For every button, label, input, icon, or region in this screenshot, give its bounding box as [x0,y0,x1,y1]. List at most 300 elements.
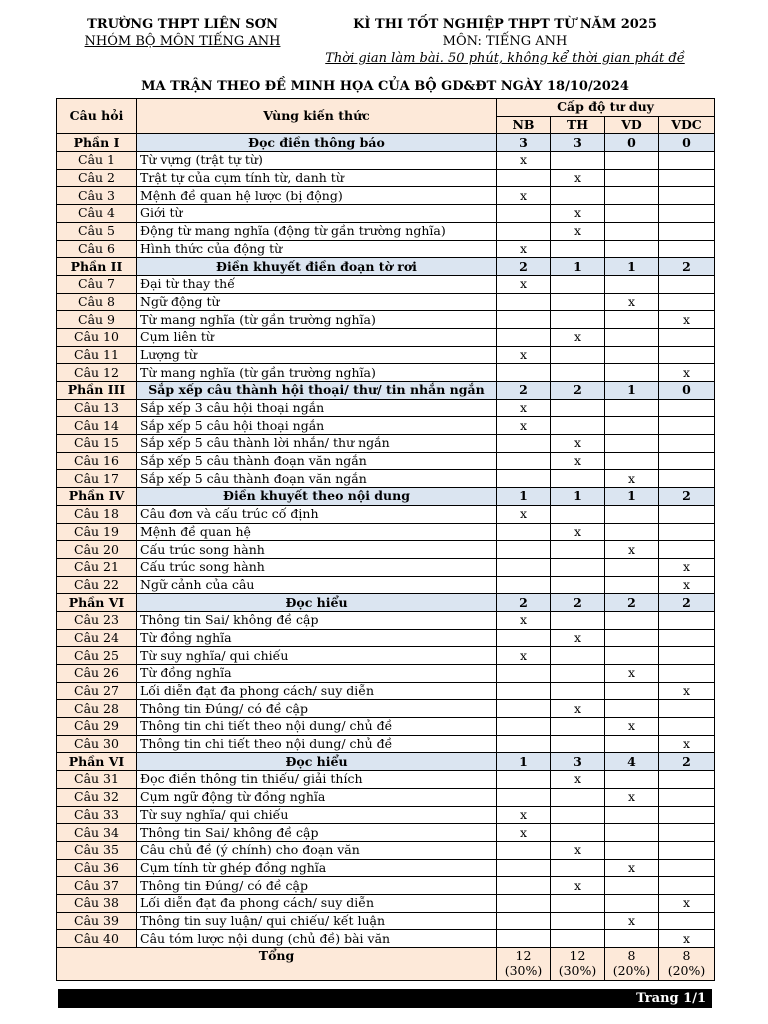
mark-th [551,152,605,170]
mark-nb [497,912,551,930]
question-topic: Đọc điền thông tin thiếu/ giải thích [137,771,497,789]
matrix-body [57,134,715,948]
section-count-vd: 4 [605,753,659,771]
total-nb: 12 (30%) [497,948,551,981]
question-row [57,346,715,364]
mark-th [551,558,605,576]
mark-vd [605,240,659,258]
mark-vd [605,169,659,187]
question-topic: Từ mang nghĩa (từ gần trường nghĩa) [137,364,497,382]
question-label: Câu 14 [57,417,137,435]
mark-vdc: x [659,930,715,948]
mark-vd [605,894,659,912]
mark-nb: x [497,399,551,417]
question-label: Câu 5 [57,222,137,240]
question-topic: Từ suy nghĩa/ qui chiếu [137,806,497,824]
section-label: Phần VI [57,753,137,771]
mark-nb [497,894,551,912]
mark-th [551,311,605,329]
mark-th [551,735,605,753]
mark-vdc [659,806,715,824]
mark-nb [497,788,551,806]
question-topic: Ngữ động từ [137,293,497,311]
mark-vd [605,399,659,417]
mark-vd [605,700,659,718]
mark-nb: x [497,187,551,205]
mark-vdc: x [659,735,715,753]
mark-vd [605,806,659,824]
question-label: Câu 13 [57,399,137,417]
question-label: Câu 7 [57,275,137,293]
question-label: Câu 23 [57,611,137,629]
mark-th: x [551,629,605,647]
question-label: Câu 15 [57,435,137,453]
question-label: Câu 26 [57,665,137,683]
section-title: Đọc hiểu [137,753,497,771]
mark-vdc [659,718,715,736]
mark-vd [605,311,659,329]
total-row [57,948,715,981]
mark-vdc [659,240,715,258]
mark-nb [497,930,551,948]
mark-nb [497,859,551,877]
mark-nb: x [497,346,551,364]
section-row [57,382,715,400]
mark-vd [605,930,659,948]
question-topic: Thông tin Sai/ không đề cập [137,611,497,629]
mark-nb: x [497,505,551,523]
mark-vd [605,629,659,647]
mark-nb [497,328,551,346]
question-row [57,894,715,912]
mark-th: x [551,523,605,541]
school-header [70,16,295,50]
mark-vdc [659,293,715,311]
mark-th: x [551,452,605,470]
mark-vdc [659,700,715,718]
mark-vdc [659,222,715,240]
mark-th [551,346,605,364]
section-count-nb: 2 [497,258,551,276]
mark-vdc [659,665,715,683]
question-row [57,735,715,753]
mark-nb [497,700,551,718]
mark-vd [605,205,659,223]
question-row [57,205,715,223]
col-header-nb: NB [497,116,551,134]
question-row [57,541,715,559]
mark-nb [497,682,551,700]
question-topic: Cụm ngữ động từ đồng nghĩa [137,788,497,806]
question-row [57,824,715,842]
section-count-th: 1 [551,258,605,276]
mark-vd [605,647,659,665]
question-label: Câu 17 [57,470,137,488]
mark-vd [605,611,659,629]
mark-nb [497,452,551,470]
question-label: Câu 34 [57,824,137,842]
section-row [57,594,715,612]
total-vd: 8 (20%) [605,948,659,981]
section-count-th: 1 [551,488,605,506]
mark-vdc: x [659,682,715,700]
mark-vd [605,187,659,205]
mark-nb [497,523,551,541]
question-topic: Sắp xếp 5 câu thành lời nhắn/ thư ngắn [137,435,497,453]
question-row [57,611,715,629]
mark-th: x [551,169,605,187]
question-row [57,718,715,736]
question-label: Câu 8 [57,293,137,311]
mark-vdc [659,435,715,453]
mark-nb: x [497,824,551,842]
mark-th [551,647,605,665]
section-row [57,258,715,276]
question-label: Câu 10 [57,328,137,346]
total-vdc: 8 (20%) [659,948,715,981]
question-label: Câu 33 [57,806,137,824]
mark-vd [605,824,659,842]
question-row [57,240,715,258]
question-label: Câu 27 [57,682,137,700]
question-topic: Sắp xếp 5 câu thành đoạn văn ngắn [137,452,497,470]
mark-vdc [659,470,715,488]
question-row [57,399,715,417]
mark-th [551,364,605,382]
question-label: Câu 21 [57,558,137,576]
mark-th: x [551,771,605,789]
mark-vd: x [605,293,659,311]
question-row [57,877,715,895]
exam-name: KÌ THI TỐT NGHIỆP THPT TỪ NĂM 2025 [353,17,657,32]
mark-vdc [659,629,715,647]
mark-nb [497,222,551,240]
mark-vd [605,364,659,382]
section-count-th: 2 [551,382,605,400]
question-label: Câu 22 [57,576,137,594]
mark-vd: x [605,470,659,488]
mark-th [551,859,605,877]
question-topic: Ngữ cảnh của câu [137,576,497,594]
question-topic: Câu tóm lược nội dung (chủ đề) bài văn [137,930,497,948]
mark-nb: x [497,240,551,258]
mark-nb [497,169,551,187]
mark-vdc [659,275,715,293]
mark-nb [497,665,551,683]
col-header-area: Vùng kiến thức [137,99,497,134]
section-count-vdc: 2 [659,258,715,276]
section-label: Phần II [57,258,137,276]
mark-vdc [659,912,715,930]
mark-th [551,541,605,559]
question-topic: Mệnh đề quan hệ [137,523,497,541]
question-topic: Sắp xếp 5 câu thành đoạn văn ngắn [137,470,497,488]
group-name: NHÓM BỘ MÔN TIẾNG ANH [84,34,281,49]
mark-vd: x [605,541,659,559]
mark-vdc [659,611,715,629]
question-row [57,558,715,576]
document-title: MA TRẬN THEO ĐỀ MINH HỌA CỦA BỘ GD&ĐT NGÀY 18/10/2024 [141,79,629,94]
section-count-nb: 2 [497,594,551,612]
mark-nb [497,470,551,488]
mark-nb [497,771,551,789]
mark-th: x [551,222,605,240]
section-count-vdc: 2 [659,753,715,771]
question-label: Câu 20 [57,541,137,559]
mark-th [551,665,605,683]
question-topic: Sắp xếp 5 câu hội thoại ngắn [137,417,497,435]
mark-nb: x [497,275,551,293]
mark-nb [497,293,551,311]
section-count-vdc: 2 [659,594,715,612]
question-row [57,806,715,824]
col-header-vd: VD [605,116,659,134]
exam-time: Thời gian làm bài. 50 phút, không kể thời gian phát đề [325,51,685,66]
mark-nb [497,841,551,859]
mark-th [551,788,605,806]
question-row [57,629,715,647]
page-footer [58,989,712,1008]
mark-vdc [659,541,715,559]
question-topic: Câu đơn và cấu trúc cố định [137,505,497,523]
mark-vd [605,771,659,789]
question-topic: Hình thức của động từ [137,240,497,258]
section-count-vd: 1 [605,488,659,506]
total-th: 12 (30%) [551,948,605,981]
question-row [57,647,715,665]
section-count-th: 3 [551,753,605,771]
mark-vdc [659,417,715,435]
mark-nb [497,205,551,223]
mark-vdc [659,841,715,859]
question-topic: Lượng từ [137,346,497,364]
question-label: Câu 25 [57,647,137,665]
section-row [57,753,715,771]
mark-vdc [659,647,715,665]
question-topic: Từ suy nghĩa/ qui chiếu [137,647,497,665]
question-row [57,788,715,806]
question-topic: Thông tin Đúng/ có đề cập [137,877,497,895]
mark-vdc [659,152,715,170]
question-label: Câu 29 [57,718,137,736]
question-label: Câu 16 [57,452,137,470]
mark-nb: x [497,152,551,170]
section-label: Phần III [57,382,137,400]
question-row [57,311,715,329]
mark-th [551,399,605,417]
mark-th [551,187,605,205]
mark-th: x [551,435,605,453]
mark-nb [497,877,551,895]
question-row [57,187,715,205]
mark-vd [605,222,659,240]
col-header-question: Câu hỏi [57,99,137,134]
exam-header [320,16,690,67]
mark-vdc [659,771,715,789]
question-label: Câu 40 [57,930,137,948]
question-label: Câu 39 [57,912,137,930]
question-label: Câu 38 [57,894,137,912]
section-title: Sắp xếp câu thành hội thoại/ thư/ tin nhắn ngắn [137,382,497,400]
section-count-vd: 2 [605,594,659,612]
mark-vdc [659,169,715,187]
question-row [57,328,715,346]
section-count-nb: 2 [497,382,551,400]
question-label: Câu 31 [57,771,137,789]
question-label: Câu 4 [57,205,137,223]
section-count-nb: 1 [497,753,551,771]
mark-th [551,611,605,629]
question-label: Câu 6 [57,240,137,258]
mark-nb [497,576,551,594]
total-label: Tổng [57,948,497,981]
mark-vd [605,346,659,364]
mark-vdc: x [659,364,715,382]
question-row [57,152,715,170]
mark-vdc: x [659,894,715,912]
question-label: Câu 32 [57,788,137,806]
mark-nb: x [497,611,551,629]
question-topic: Giới từ [137,205,497,223]
mark-nb [497,558,551,576]
question-row [57,169,715,187]
mark-vdc [659,859,715,877]
question-label: Câu 28 [57,700,137,718]
mark-th: x [551,328,605,346]
mark-nb [497,541,551,559]
section-count-vd: 1 [605,258,659,276]
section-count-vdc: 2 [659,488,715,506]
question-label: Câu 37 [57,877,137,895]
mark-th [551,293,605,311]
mark-nb: x [497,417,551,435]
mark-vdc [659,824,715,842]
question-row [57,470,715,488]
section-count-vd: 0 [605,134,659,152]
question-row [57,523,715,541]
mark-th [551,275,605,293]
question-label: Câu 12 [57,364,137,382]
section-label: Phần VI [57,594,137,612]
mark-nb [497,629,551,647]
question-row [57,912,715,930]
section-count-th: 2 [551,594,605,612]
question-topic: Thông tin chi tiết theo nội dung/ chủ đề [137,718,497,736]
question-label: Câu 18 [57,505,137,523]
mark-vd [605,735,659,753]
section-title: Đọc hiểu [137,594,497,612]
mark-vd [605,877,659,895]
section-label: Phần I [57,134,137,152]
section-label: Phần IV [57,488,137,506]
question-topic: Cụm liên từ [137,328,497,346]
question-topic: Thông tin chi tiết theo nội dung/ chủ đề [137,735,497,753]
question-row [57,576,715,594]
question-topic: Sắp xếp 3 câu hội thoại ngắn [137,399,497,417]
mark-vd [605,523,659,541]
question-row [57,841,715,859]
subject-name: MÔN: TIẾNG ANH [442,34,568,49]
question-label: Câu 9 [57,311,137,329]
school-name: TRƯỜNG THPT LIÊN SƠN [87,17,278,32]
mark-vd: x [605,912,659,930]
mark-nb [497,311,551,329]
question-row [57,275,715,293]
page-number: Trang 1/1 [636,991,706,1006]
section-count-nb: 1 [497,488,551,506]
mark-th [551,824,605,842]
mark-th: x [551,205,605,223]
question-row [57,417,715,435]
mark-vd [605,841,659,859]
mark-vdc [659,877,715,895]
mark-vdc: x [659,311,715,329]
question-topic: Từ đồng nghĩa [137,629,497,647]
question-topic: Cấu trúc song hành [137,541,497,559]
mark-th: x [551,877,605,895]
mark-vdc [659,788,715,806]
question-row [57,682,715,700]
mark-vd: x [605,665,659,683]
question-topic: Thông tin Sai/ không đề cập [137,824,497,842]
section-row [57,134,715,152]
mark-vdc [659,505,715,523]
question-row [57,293,715,311]
mark-vd [605,417,659,435]
question-topic: Lối diễn đạt đa phong cách/ suy diễn [137,682,497,700]
question-row [57,930,715,948]
question-row [57,364,715,382]
mark-nb [497,364,551,382]
mark-th [551,718,605,736]
question-label: Câu 36 [57,859,137,877]
mark-vdc [659,399,715,417]
section-title: Điền khuyết điền đoạn tờ rơi [137,258,497,276]
question-topic: Lối diễn đạt đa phong cách/ suy diễn [137,894,497,912]
mark-th: x [551,700,605,718]
section-title: Điền khuyết theo nội dung [137,488,497,506]
mark-th [551,912,605,930]
section-count-vdc: 0 [659,382,715,400]
question-topic: Trật tự của cụm tính từ, danh từ [137,169,497,187]
section-row [57,488,715,506]
mark-vd [605,435,659,453]
mark-vd: x [605,859,659,877]
question-topic: Cụm tính từ ghép đồng nghĩa [137,859,497,877]
mark-th [551,240,605,258]
matrix-table [56,98,715,981]
mark-vdc: x [659,576,715,594]
mark-vdc: x [659,558,715,576]
section-title: Đọc điền thông báo [137,134,497,152]
question-row [57,665,715,683]
mark-th [551,682,605,700]
mark-nb [497,718,551,736]
question-label: Câu 19 [57,523,137,541]
col-header-vdc: VDC [659,116,715,134]
mark-vdc [659,205,715,223]
question-topic: Cấu trúc song hành [137,558,497,576]
question-label: Câu 24 [57,629,137,647]
mark-th [551,417,605,435]
mark-vdc [659,328,715,346]
section-count-vdc: 0 [659,134,715,152]
mark-vd [605,152,659,170]
question-row [57,452,715,470]
mark-nb: x [497,647,551,665]
question-topic: Động từ mang nghĩa (động từ gần trường nghĩa) [137,222,497,240]
question-row [57,435,715,453]
